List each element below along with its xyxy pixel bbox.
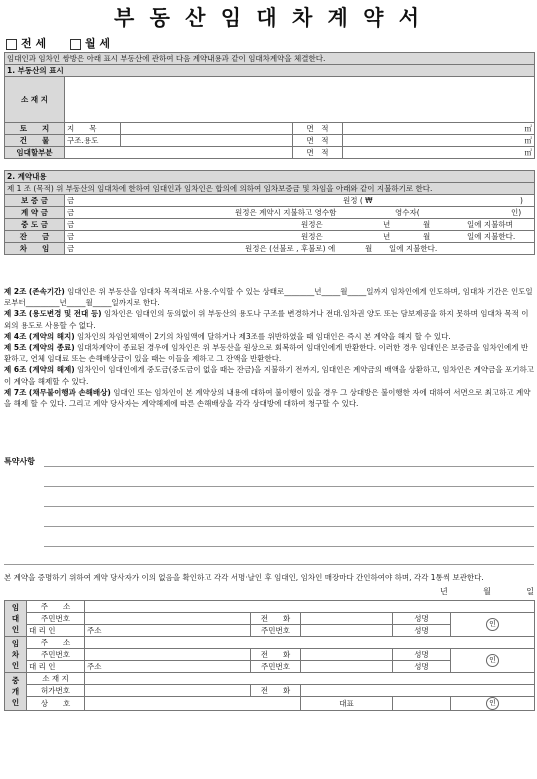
clause-4: 제 4조 (계약의 해지) 임차인의 차임연체액이 2기의 차임액에 달하거나 제3조를 위반하였을 때 임대인은 즉시 본 계약을 해지 할 수 있다. xyxy=(4,331,451,341)
broker-phone-label: 전 화 xyxy=(251,685,301,697)
lessor-agent-label: 대 리 인 xyxy=(27,625,85,637)
jeonse-option[interactable]: 전 세 xyxy=(6,37,46,50)
lessor-id-label: 주민번호 xyxy=(27,613,85,625)
intro-text: 임대인과 임차인 쌍방은 아래 표시 부동산에 관하여 다음 계약내용과 같이 임대차계약을 체결한다. xyxy=(5,53,535,65)
lessor-address-field[interactable] xyxy=(85,601,535,613)
section-2-heading: 2. 계약내용 xyxy=(5,171,535,183)
lessor-name-label: 성명 xyxy=(393,613,451,625)
land-area-label: 면 적 xyxy=(293,123,343,135)
clause-5: 제 5조 (계약의 종료) 임대차계약이 종료된 경우에 임차인은 위 부동산을 원상으로 회복하여 임대인에게 반환한다. 이러한 경우 임대인은 보증금을 임차인에게 반환하고, 연체 임대료 또는 손해배상금이 있을 때는 이들을 제하고 그 잔액을 반환한다. xyxy=(4,343,529,364)
lessee-id-field[interactable] xyxy=(85,649,251,661)
checkbox-icon[interactable] xyxy=(6,39,17,50)
deposit-field[interactable]: 금 원정 ( ₩ ) xyxy=(65,195,535,207)
contract-deposit-label: 계 약 금 xyxy=(5,207,65,219)
special-line[interactable] xyxy=(44,506,534,507)
lessor-agent-id-label: 주민번호 xyxy=(251,625,301,637)
lessor-label: 임 대 인 xyxy=(5,601,27,637)
broker-license-field[interactable] xyxy=(85,685,251,697)
broker-phone-field[interactable] xyxy=(301,685,535,697)
special-line[interactable] xyxy=(44,546,534,547)
lessee-id-label: 주민번호 xyxy=(27,649,85,661)
contract-deposit-field[interactable]: 금 원정은 계약시 지불하고 영수함 영수자( 인) xyxy=(65,207,535,219)
broker-location-label: 소 재 지 xyxy=(27,673,85,685)
rent-label: 차 임 xyxy=(5,243,65,255)
seal-icon: 인 xyxy=(486,618,499,631)
special-terms-label: 특약사항 xyxy=(4,457,35,466)
balance-field[interactable]: 금 원정은 년 월 일에 지불한다. xyxy=(65,231,535,243)
lessee-agent-id-label: 주민번호 xyxy=(251,661,301,673)
broker-rep-field[interactable] xyxy=(393,697,451,711)
special-line[interactable] xyxy=(4,564,534,565)
confirmation-text: 본 계약을 증명하기 위하여 계약 당사자가 이의 없음을 확인하고 각각 서명·날인 후 임대인, 임차인 매장마다 간인하여야 하며, 각각 1통씩 보관한다. xyxy=(4,573,484,582)
special-line[interactable] xyxy=(44,526,534,527)
contract-date[interactable]: 년 월 일 xyxy=(440,587,534,596)
structure-field[interactable] xyxy=(121,135,293,147)
lessor-seal[interactable] xyxy=(451,613,535,637)
article-1: 제 1 조 (목적) 위 부동산의 임대차에 한하여 임대인과 임차인은 합의에 의하여 임차보증금 및 차임을 아래와 같이 지불하기로 한다. xyxy=(5,183,535,195)
leased-part-field[interactable] xyxy=(65,147,293,159)
parties-table xyxy=(4,600,535,711)
land-area-field[interactable]: ㎡ xyxy=(343,123,535,135)
lessor-id-field[interactable] xyxy=(85,613,251,625)
special-line[interactable] xyxy=(44,466,534,467)
lessee-name-label: 성명 xyxy=(393,649,451,661)
broker-company-field[interactable] xyxy=(85,697,301,711)
leased-part-label: 임대할부분 xyxy=(5,147,65,159)
clause-6: 제 6조 (계약의 해제) 임차인이 임대인에게 중도금(중도금이 없을 때는 잔금)을 지불하기 전까지, 임대인은 계약금의 배액을 상환하고, 임차인은 계약금을 포기하고 이 계약을 해제할 수 있다. xyxy=(4,365,534,386)
lessee-label: 임 차 인 xyxy=(5,637,27,673)
wolse-option[interactable]: 월 세 xyxy=(70,37,110,50)
lessee-agent-id-field[interactable] xyxy=(301,661,393,673)
special-terms xyxy=(4,456,534,566)
building-area-label: 면 적 xyxy=(293,135,343,147)
broker-label: 중 개 인 xyxy=(5,673,27,711)
clauses xyxy=(4,286,534,409)
lessee-agent-address[interactable]: 주소 xyxy=(85,661,251,673)
lessee-phone-field[interactable] xyxy=(301,649,393,661)
broker-license-label: 허가번호 xyxy=(27,685,85,697)
broker-location-field[interactable] xyxy=(85,673,535,685)
leased-area-label: 면 적 xyxy=(293,147,343,159)
property-table xyxy=(4,52,535,159)
structure-label: 구조.용도 xyxy=(65,135,121,147)
payment-table xyxy=(4,170,535,255)
checkbox-icon[interactable] xyxy=(70,39,81,50)
broker-company-label: 상 호 xyxy=(27,697,85,711)
special-line[interactable] xyxy=(44,486,534,487)
section-1-heading: 1. 부동산의 표시 xyxy=(5,65,535,77)
broker-seal[interactable] xyxy=(451,697,535,711)
seal-icon: 인 xyxy=(486,654,499,667)
clause-2: 제 2조 (존속기간) 임대인은 위 부동산을 임대차 목적대로 사용.수익할 수 있는 상태로________년_____월_____일까지 임차인에게 인도하며, 임대차 기간은 인도일로부터_________년_____월_____일까지로 한다. xyxy=(4,287,533,308)
seal-icon: 인 xyxy=(486,697,499,710)
page-title: 부 동 산 임 대 차 계 약 서 xyxy=(113,5,424,30)
lessee-seal[interactable] xyxy=(451,649,535,673)
lessor-phone-field[interactable] xyxy=(301,613,393,625)
lessee-phone-label: 전 화 xyxy=(251,649,301,661)
location-field[interactable] xyxy=(65,77,535,123)
middle-payment-field[interactable]: 금 원정은 년 월 일에 지불하며 xyxy=(65,219,535,231)
lessor-agent-id-field[interactable] xyxy=(301,625,393,637)
building-area-field[interactable]: ㎡ xyxy=(343,135,535,147)
deposit-label: 보 증 금 xyxy=(5,195,65,207)
land-type-label: 지 목 xyxy=(65,123,121,135)
middle-payment-label: 중 도 금 xyxy=(5,219,65,231)
clause-3: 제 3조 (용도변경 및 전대 등) 임차인은 임대인의 동의없이 위 부동산의 용도나 구조를 변경하거나 전대.임차권 양도 또는 담보제공을 하지 못하며 임대차 목적 이외의 용도로 사용할 수 없다. xyxy=(4,309,529,330)
lessor-address-label: 주 소 xyxy=(27,601,85,613)
leased-area-field[interactable]: ㎡ xyxy=(343,147,535,159)
land-type-field[interactable] xyxy=(121,123,293,135)
lessor-agent-name-label: 성명 xyxy=(393,625,451,637)
location-label: 소 재 지 xyxy=(5,77,65,123)
lessee-address-field[interactable] xyxy=(85,637,535,649)
building-label: 건 물 xyxy=(5,135,65,147)
rent-field[interactable]: 금 원정은 (선불로 , 후불로) 에 월 일에 지불한다. xyxy=(65,243,535,255)
lessor-phone-label: 전 화 xyxy=(251,613,301,625)
balance-label: 잔 금 xyxy=(5,231,65,243)
clause-7: 제 7조 (채무불이행과 손해배상) 임대인 또는 임차인이 본 계약상의 내용에 대하여 불이행이 있을 경우 그 상대방은 불이행한 자에 대하여 서면으로 최고하고 계약을 해제 할 수 있다. 그리고 계약 당사자는 계약해제에 따른 손해배상을 각각 상대방에 대하여 청구할 수 있다. xyxy=(4,387,531,409)
lessor-agent-address[interactable]: 주소 xyxy=(85,625,251,637)
lessee-agent-label: 대 리 인 xyxy=(27,661,85,673)
land-label: 토 지 xyxy=(5,123,65,135)
contract-type-row xyxy=(6,35,130,51)
broker-rep-label: 대표 xyxy=(301,697,393,711)
lessee-agent-name-label: 성명 xyxy=(393,661,451,673)
lessee-address-label: 주 소 xyxy=(27,637,85,649)
